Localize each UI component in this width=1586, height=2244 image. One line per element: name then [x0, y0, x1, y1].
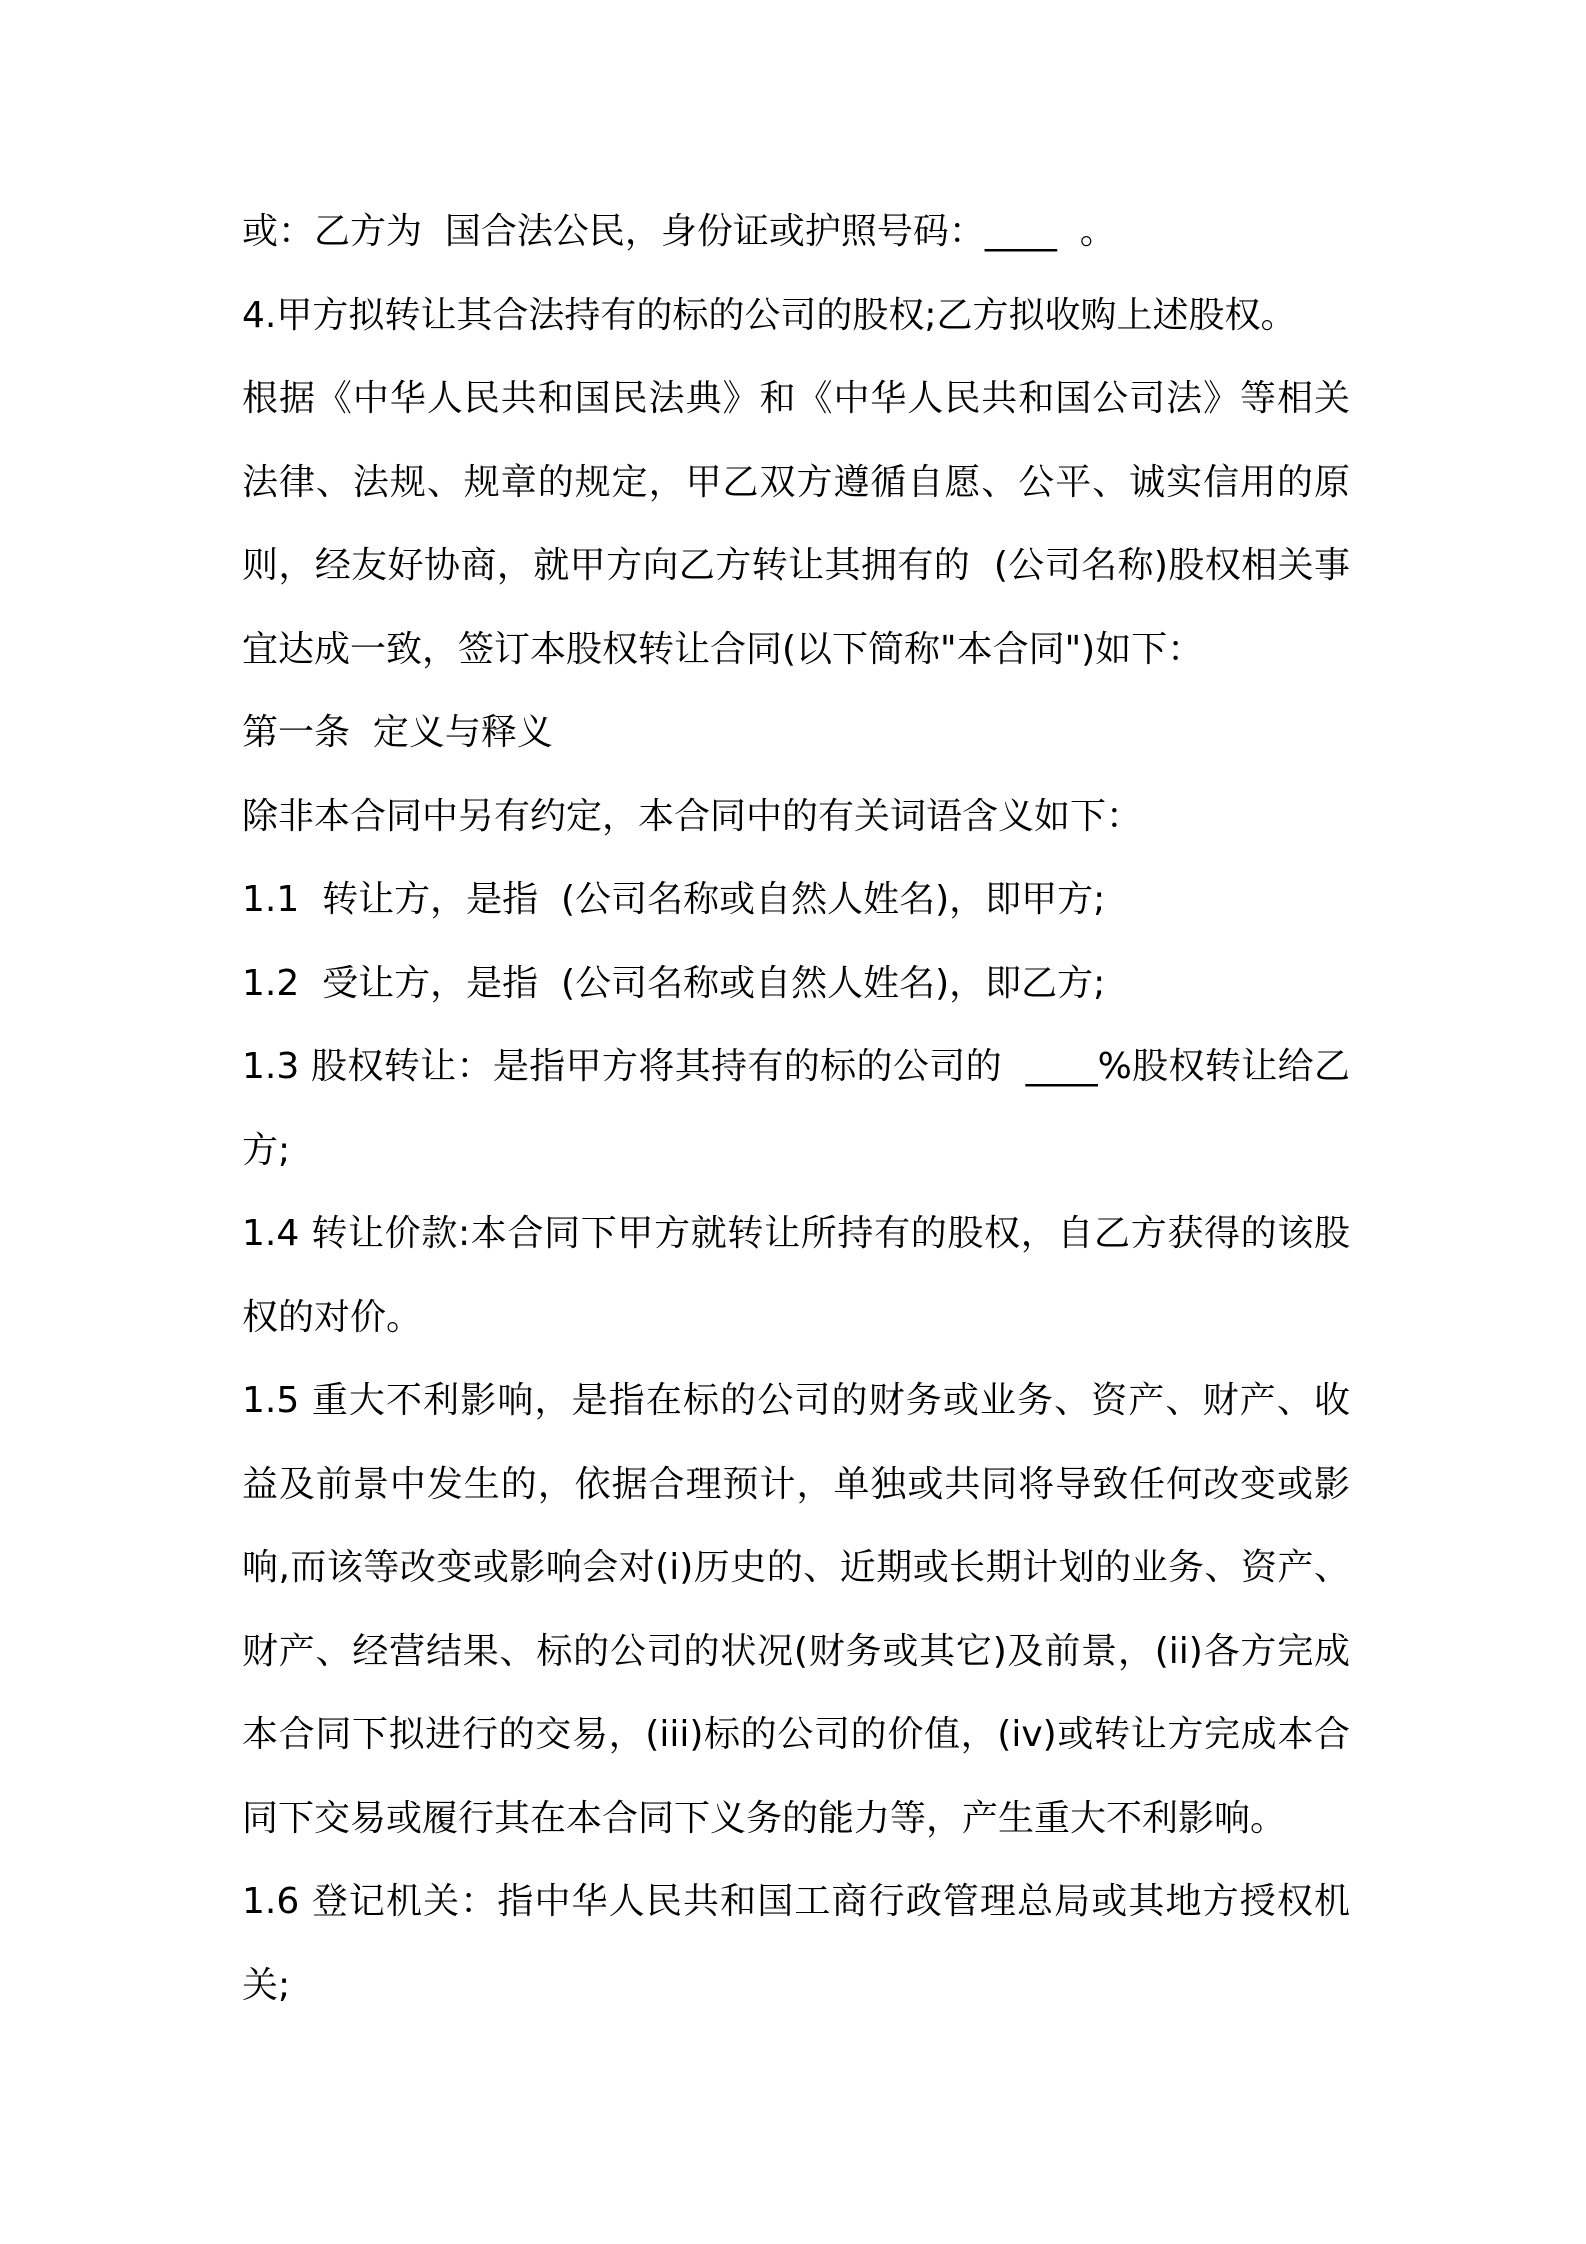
- document-body: [242, 190, 1350, 2027]
- definition-1-6: 1.6 登记机关：指中华人民共和国工商行政管理总局或其地方授权机关;: [242, 1881, 1350, 2006]
- paragraph-clause-4: 4.甲方拟转让其合法持有的标的公司的股权;乙方拟收购上述股权。: [242, 294, 1297, 336]
- article-1-heading: 第一条 定义与释义: [242, 712, 553, 753]
- paragraph-definitions-intro: 除非本合同中另有约定，本合同中的有关词语含义如下：: [242, 795, 1143, 837]
- paragraph-party-b-citizen: 或：乙方为 国合法公民，身份证或护照号码：____ 。: [242, 211, 1116, 252]
- definition-1-2: 1.2 受让方，是指 (公司名称或自然人姓名)，即乙方;: [242, 962, 1106, 1004]
- paragraph-preamble: 根据《中华人民共和国民法典》和《中华人民共和国公司法》等相关法律、法规、规章的规定，甲乙双方遵循自愿、公平、诚实信用的原则，经友好协商，就甲方向乙方转让其拥有的 (公司名称)股权相关事宜达成一致，签订本股权转让合同(以下简称"本合同")如下：: [242, 378, 1350, 670]
- definition-1-1: 1.1 转让方，是指 (公司名称或自然人姓名)，即甲方;: [242, 879, 1106, 920]
- definition-1-3: 1.3 股权转让：是指甲方将其持有的标的公司的 ____%股权转让给乙方;: [242, 1046, 1350, 1171]
- definition-1-5: 1.5 重大不利影响，是指在标的公司的财务或业务、资产、财产、收益及前景中发生的，依据合理预计，单独或共同将导致任何改变或影响,而该等改变或影响会对(i)历史的、近期或长期计划的业务、资产、财产、经营结果、标的公司的状况(财务或其它)及前景，(ii)各方完成本合同下拟进行的交易，(iii)标的公司的价值，(iv)或转让方完成本合同下交易或履行其在本合同下义务的能力等，产生重大不利影响。: [242, 1380, 1350, 1839]
- definition-1-4: 1.4 转让价款:本合同下甲方就转让所持有的股权，自乙方获得的该股权的对价。: [242, 1213, 1350, 1338]
